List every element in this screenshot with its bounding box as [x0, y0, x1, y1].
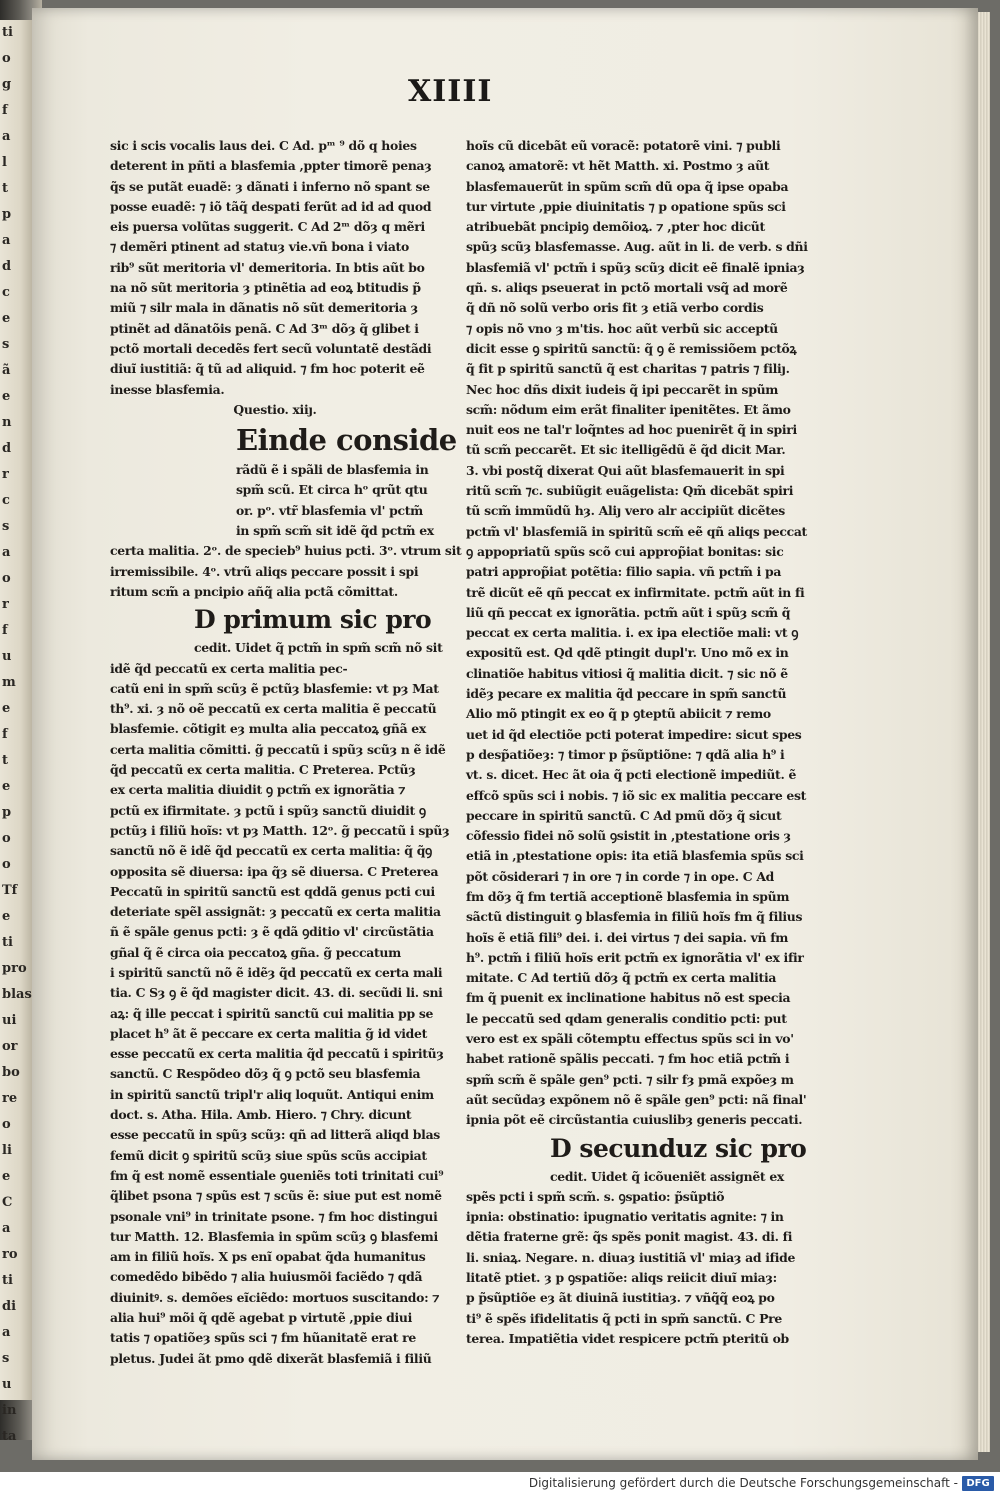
- text-line: ñ ẽ spãle genus pcti: ȝ ẽ qdã ꝯditio vl' circũstãtia: [110, 924, 434, 940]
- previous-page-fragment: li: [2, 1143, 12, 1158]
- folio-number: XIIII: [408, 74, 493, 109]
- previous-page-fragment: s: [2, 519, 10, 534]
- text-line: alia hui⁹ mõi q̃ qdẽ agebat p virtutẽ ,ppie diui: [110, 1310, 413, 1326]
- previous-page-fragment: ui: [2, 1013, 17, 1028]
- text-line: ti⁹ ẽ spẽs ifidelitatis q̃ pcti in spm̃ sanctũ. C Pre: [466, 1310, 782, 1326]
- previous-page-fragment: ti: [2, 25, 13, 40]
- text-line: pctõ mortali decedẽs fert secũ voluntatẽ destãdi: [110, 340, 432, 356]
- text-line: femũ dicit ꝯ spiritũ scũȝ siue spũs scũs accipiat: [110, 1147, 427, 1163]
- text-line: ipnia: obstinatio: ipugnatio veritatis agnite: ⁊ in: [466, 1209, 784, 1225]
- right-column-body: [466, 136, 808, 1131]
- text-line: clinatiõe habitus vitiosi q̃ malitia dicit. ⁊ sic nõ ẽ: [466, 665, 788, 681]
- right-column-continuation: [466, 1167, 798, 1350]
- text-line: pctm̃ vl' blasfemiã in spiritũ scm̃ eẽ qñ aliqs peccat: [466, 523, 807, 539]
- previous-page-fragment: ti: [2, 1273, 13, 1288]
- text-line: p desp̃atiõeȝ: ⁊ timor p p̃sũptiõne: ⁊ qdã alia h⁹ i: [466, 746, 785, 762]
- previous-page-fragment: pro: [2, 961, 27, 976]
- text-line: na nõ sũt meritoria ȝ ptinẽtia ad eoꝝ btitudis p̃: [110, 280, 421, 296]
- text-line: uet id q̃d electiõe pcti poterat impedire: sicut spes: [466, 726, 802, 742]
- previous-page-fragment: s: [2, 337, 10, 352]
- text-line: tia. C Sȝ ꝯ ẽ q̃d magister dicit. 43. di. secũdi li. sni: [110, 985, 443, 1001]
- text-line: cedit. Uidet q̃ icõueniẽt assignẽt ex: [550, 1168, 785, 1184]
- left-column-top-text: [110, 136, 440, 400]
- previous-page-fragment: f: [2, 103, 8, 118]
- text-line: vt. s. dicet. Hec ãt oia q̃ pcti electionẽ impediũt. ẽ: [466, 767, 797, 783]
- text-line: litatẽ ptiet. ȝ p ꝯspatiõe: aliqs reiicit diuĩ miaȝ:: [466, 1270, 777, 1286]
- text-line: doct. s. Atha. Hila. Amb. Hiero. ⁊ Chry. dicunt: [110, 1107, 412, 1123]
- text-line: placet h⁹ ãt ẽ peccare ex certa malitia g̃ id videt: [110, 1025, 428, 1041]
- previous-page-fragment: bo: [2, 1065, 20, 1080]
- text-line: peccare in spiritũ sanctũ. C Ad pmũ dõȝ q̃ sicut: [466, 807, 782, 823]
- previous-page-fragment: e: [2, 389, 11, 404]
- previous-page-fragment: u: [2, 649, 12, 664]
- text-line: blasfemauerũt in spũm scm̃ dũ opa q̃ ipse opaba: [466, 178, 789, 194]
- previous-page-fragment: a: [2, 545, 11, 560]
- text-line: tũ scm̃ peccarẽt. Et sic itelligẽdũ ẽ q̃d dicit Mar.: [466, 442, 786, 458]
- previous-page-fragment: f: [2, 727, 8, 742]
- previous-page-fragment: r: [2, 597, 9, 612]
- text-line: põt cõsiderari ⁊ in ore ⁊ in corde ⁊ in ope. C Ad: [466, 868, 774, 884]
- incunabulum-page: [32, 8, 978, 1460]
- text-line: dicit esse ꝯ spiritũ sanctũ: q̃ ꝯ ẽ remissiõem pctõꝝ: [466, 340, 797, 356]
- previous-page-fragment: ta: [2, 1429, 17, 1444]
- text-line: ptinẽt ad dãnatõis penã. C Ad 3ᵐ dõȝ q̃ glibet i: [110, 320, 419, 336]
- text-line: blasfemie. cõtigit eȝ multa alia peccatoꝝ gñã ex: [110, 721, 426, 737]
- text-line: Peccatũ in spiritũ sanctũ est qddã genus pcti cui: [110, 883, 435, 899]
- previous-page-fragment: blas: [2, 987, 32, 1002]
- text-line: diuĩ iustitiã: q̃ tũ ad aliquid. ⁊ fm hoc poterit eẽ: [110, 361, 425, 377]
- text-line: le peccatũ sed qdam generalis conditio pcti: put: [466, 1010, 787, 1026]
- previous-page-edge: [0, 20, 34, 1444]
- previous-page-fragment: o: [2, 857, 11, 872]
- text-line: tur Matth. 12. Blasfemia in spũm scũȝ ꝯ blasfemi: [110, 1228, 438, 1244]
- text-line: pletus. Judei ãt pmo qdẽ dixerãt blasfemiã i filiũ: [110, 1350, 432, 1366]
- text-line: terea. Impatiẽtia videt respicere pctm̃ pteritũ ob: [466, 1330, 789, 1346]
- previous-page-fragment: ã: [2, 363, 11, 378]
- funding-notice: Digitalisierung gefördert durch die Deutsche Forschungsgemeinschaft -: [528, 1476, 958, 1490]
- text-line: q̃d peccatũ ex certa malitia. C Preterea. Pctũȝ: [110, 762, 416, 778]
- previous-page-fragment: di: [2, 1299, 17, 1314]
- previous-page-fragment: a: [2, 233, 11, 248]
- previous-page-fragment: c: [2, 285, 10, 300]
- text-line: trẽ dicũt eẽ qñ peccat ex infirmitate. pctm̃ aũt in fi: [466, 584, 805, 600]
- previous-page-fragment: d: [2, 441, 12, 456]
- text-line: diuinitꝰ. s. demões eĩciẽdo: mortuos suscitando: ⁊: [110, 1289, 440, 1305]
- dfg-logo: DFG: [962, 1476, 994, 1491]
- text-line: idẽȝ pecare ex malitia q̃d peccare in spm̃ sanctũ: [466, 686, 787, 702]
- previous-page-fragment: Tf: [2, 883, 18, 898]
- text-line: tũ scm̃ immũdũ hȝ. Aliȷ vero alr accipiũt dicẽtes: [466, 503, 785, 519]
- text-line: q̃libet psona ⁊ spũs est ⁊ scũs ẽ: siue put est nomẽ: [110, 1188, 442, 1204]
- text-line: p p̃sũptiõe eȝ ãt diuinã iustitiaȝ. ⁊ vñq̃q̃ eoꝝ po: [466, 1290, 775, 1306]
- text-line: q̃s se putãt euadẽ: ȝ dãnati i inferno nõ spant se: [110, 178, 430, 194]
- previous-page-fragment: e: [2, 311, 11, 326]
- text-line: fm q̃ est nomẽ essentiale ꝯueniẽs toti trinitati cui⁹: [110, 1167, 444, 1183]
- previous-page-fragment: e: [2, 909, 11, 924]
- text-line: cedit. Uidet q̃ pctm̃ in spm̃ scm̃ nõ sit: [194, 640, 443, 656]
- text-line: li. sniaꝝ. Negare. n. diuaȝ iustitiã vl' miaȝ ad ifide: [466, 1249, 796, 1265]
- text-line: effcõ spũs sci i nobis. ⁊ iõ sic ex malitia peccare est: [466, 787, 807, 803]
- text-line: patri approp̃iat potẽtia: filio sapia. vñ pctm̃ i pa: [466, 564, 782, 580]
- previous-page-fragment: e: [2, 701, 11, 716]
- previous-page-fragment: u: [2, 1377, 12, 1392]
- text-line: expositũ est. Qd qdẽ ptingit dupl'r. Uno mõ ex in: [466, 645, 789, 661]
- text-line: ritũ scm̃ ⁊c. subiũgit euãgelista: Qm̃ dicebãt spiri: [466, 483, 794, 499]
- text-line: rib⁹ sũt meritoria vl' demeritoria. In btis aũt bo: [110, 259, 425, 275]
- question-label: Questio. xiiȷ.: [233, 401, 317, 417]
- text-line: Alio mõ ptingit ex eo q̃ p ꝯteptũ abiicit ⁊ remo: [466, 706, 771, 722]
- text-line: eis puersa volũtas suggerit. C Ad 2ᵐ dõȝ q mẽri: [110, 219, 425, 235]
- previous-page-fragment: e: [2, 779, 11, 794]
- text-line: esse peccatũ ex certa malitia q̃d peccatũ i spiritũȝ: [110, 1046, 444, 1062]
- text-line: peccat ex certa malitia. i. ex ipa electiõe mali: vt ꝯ: [466, 625, 799, 641]
- previous-page-fragment: g: [2, 77, 12, 92]
- previous-page-fragment: ro: [2, 1247, 18, 1262]
- text-line: pctũ ex ifirmitate. ȝ pctũ i spũȝ sanctũ diuidit ꝯ: [110, 802, 426, 818]
- text-line: catũ eni in spm̃ scũȝ ẽ pctũȝ blasfemie: vt pȝ Mat: [110, 680, 439, 696]
- previous-page-fragment: r: [2, 467, 9, 482]
- text-line: q̃ fit p spiritũ sanctũ q̃ est charitas ⁊ patris ⁊ filiȷ.: [466, 361, 790, 377]
- article-heading-secundum: D secunduz sic pro: [550, 1133, 807, 1163]
- previous-page-fragment: e: [2, 1169, 11, 1184]
- text-line: am in filiũ hoĩs. X ps enĩ opabat q̃da humanitus: [110, 1249, 426, 1265]
- text-line: hoĩs ẽ etiã fili⁹ dei. i. dei virtus ⁊ dei sapia. vñ fm: [466, 929, 789, 945]
- text-line: scm̃: nõdum eim erãt finaliter ipenitẽtes. Et ãmo: [466, 401, 791, 417]
- text-line: ipnia põt eẽ circũstantia cuiuslibȝ generis peccati.: [466, 1112, 803, 1128]
- text-line: h⁹. pctm̃ i filiũ hoĩs erit pctm̃ ex ignorãtia vl' ex ifir: [466, 949, 804, 965]
- text-line: canoꝝ amatorẽ: vt hẽt Matth. xi. Postmo ȝ aũt: [466, 158, 770, 174]
- text-line: certa malitia. 2ᵒ. de specieb⁹ huius pcti. 3ᵒ. vtrum sit: [110, 543, 462, 559]
- text-line: psonale vni⁹ in trinitate psone. ⁊ fm hoc distingui: [110, 1208, 438, 1224]
- previous-page-fragment: o: [2, 51, 11, 66]
- text-line: atribuebãt pncipiꝯ demõioꝝ. ⁊ ,pter hoc dicũt: [466, 219, 765, 235]
- text-line: liũ qñ peccat ex ignorãtia. pctm̃ aũt i spũȝ scm̃ q̃: [466, 604, 791, 620]
- text-line: gñal q̃ ẽ circa oia peccatoꝝ gña. g̃ peccatum: [110, 944, 401, 960]
- text-line: 3. vbi postq̃ dixerat Qui aũt blasfemauerit in spi: [466, 462, 785, 478]
- digitization-footer: [0, 1472, 1000, 1497]
- previous-page-fragment: a: [2, 1221, 11, 1236]
- previous-page-fragment: n: [2, 415, 12, 430]
- text-line: deterent in pñti a blasfemia ,ppter timorẽ penaȝ: [110, 158, 432, 174]
- previous-page-fragment: l: [2, 155, 7, 170]
- text-line: irremissibile. 4ᵒ. vtrũ aliqs peccare possit i spi: [110, 563, 419, 579]
- text-line: in spm̃ scm̃ sit idẽ q̃d pctm̃ ex: [236, 523, 434, 539]
- text-line: tatis ⁊ opatiõeȝ spũs sci ⁊ fm hũanitatẽ erat re: [110, 1330, 416, 1346]
- text-line: sanctũ. C Respõdeo dõȝ q̃ ꝯ pctõ seu blasfemia: [110, 1066, 421, 1082]
- previous-page-fragment: or: [2, 1039, 18, 1054]
- text-line: q̃ dñ nõ solũ verbo oris fit ȝ etiã verbo cordis: [466, 300, 764, 316]
- previous-page-fragment: o: [2, 571, 11, 586]
- text-line: inesse blasfemia.: [110, 381, 225, 397]
- section-heading-initial: Einde conside: [236, 423, 457, 458]
- left-column-body: [110, 638, 450, 1369]
- text-line: i spiritũ sanctũ nõ ẽ idẽȝ q̃d peccatũ ex certa mali: [110, 964, 443, 980]
- text-line: fm q̃ puenit ex inclinatione habitus nõ est specia: [466, 990, 791, 1006]
- previous-page-fragment: o: [2, 831, 11, 846]
- text-line: tur virtute ,ppie diuinitatis ⁊ p opatione spũs sci: [466, 198, 786, 214]
- text-line: deteriate spẽl assignãt: ȝ peccatũ ex certa malitia: [110, 904, 441, 920]
- previous-page-fragment: m: [2, 675, 16, 690]
- previous-page-fragment: in: [2, 1403, 17, 1418]
- text-line: in spiritũ sanctũ tripl'r aliq loquũt. Antiqui enim: [110, 1086, 434, 1102]
- text-line: aꝝ: q̃ ille peccat i spiritũ sanctũ cui malitia pp se: [110, 1005, 434, 1021]
- article-heading-primum: D primum sic pro: [194, 605, 432, 635]
- previous-page-fragment: f: [2, 623, 8, 638]
- text-line: habet rationẽ spãlis peccati. ⁊ fm hoc etiã pctm̃ i: [466, 1051, 790, 1067]
- text-line: idẽ q̃d peccatũ ex certa malitia pec-: [110, 660, 348, 676]
- text-line: spẽs pcti i spm̃ scm̃. s. ꝯspatio: p̃sũptiõ: [466, 1188, 725, 1204]
- text-line: spm̃ scũ. Et circa hᵒ qrũt qtu: [236, 482, 428, 498]
- previous-page-fragment: ti: [2, 935, 13, 950]
- previous-page-fragment: d: [2, 259, 12, 274]
- text-line: ꝯ appopriatũ spũs scõ cui approp̃iat bonitas: sic: [466, 543, 784, 559]
- text-line: ⁊ opis nõ vno ȝ m'tis. hoc aũt verbũ sic acceptũ: [466, 320, 778, 336]
- previous-page-fragment: re: [2, 1091, 18, 1106]
- previous-page-fragment: s: [2, 1351, 10, 1366]
- previous-page-fragment: c: [2, 493, 10, 508]
- text-line: esse peccatũ in spũȝ scũȝ: qñ ad litterã aliqd blas: [110, 1127, 440, 1143]
- left-column: [110, 136, 462, 1369]
- previous-page-fragment: C: [2, 1195, 13, 1210]
- text-line: sanctũ nõ ẽ idẽ q̃d peccatũ ex certa malitia: q̃ q̃ꝯ: [110, 843, 433, 859]
- text-line: fm dõȝ q̃ fm tertiã acceptionẽ blasfemia in spũm: [466, 888, 790, 904]
- text-line: certa malitia cõmitti. g̃ peccatũ i spũȝ scũȝ n ẽ idẽ: [110, 741, 446, 757]
- text-line: pctũȝ i filiũ hoĩs: vt pȝ Matth. 12ᵒ. g̃ peccatũ i spũȝ: [110, 822, 450, 838]
- text-line: th⁹. xi. ȝ nõ oẽ peccatũ ex certa malitia ẽ peccatũ: [110, 701, 437, 717]
- previous-page-fragment: t: [2, 181, 9, 196]
- text-line: ritum scm̃ a pncipio añq̃ alia pctã cõmittat.: [110, 583, 398, 599]
- text-line: spũȝ scũȝ blasfemasse. Aug. aũt in li. de verb. s dñi: [466, 239, 808, 255]
- text-line: ⁊ demẽri ptinent ad statuȝ vie.vñ bona i viato: [110, 239, 409, 255]
- text-line: posse euadẽ: ⁊ iõ tãq̃ despati ferũt ad id ad quod: [110, 198, 432, 214]
- text-line: qñ. s. aliqs pseuerat in pctõ mortali vsq̃ ad morẽ: [466, 280, 788, 296]
- text-line: blasfemiã vl' pctm̃ i spũȝ scũȝ dicit eẽ finalẽ ipniaȝ: [466, 259, 805, 275]
- text-line: miũ ⁊ silr mala in dãnatis nõ sũt demeritoria ȝ: [110, 300, 418, 316]
- text-line: hoĩs cũ dicebãt eũ voracẽ: potatorẽ vini. ⁊ publi: [466, 138, 781, 153]
- text-line: ex certa malitia diuidit ꝯ pctm̃ ex ignorãtia ⁊: [110, 782, 406, 798]
- left-column-question-intro: [110, 460, 462, 602]
- text-line: aũt secũdaȝ expõnem nõ ẽ spãle gen⁹ pcti: nã final': [466, 1091, 807, 1107]
- text-line: or. pᵒ. vtr̃ blasfemia vl' pctm̃: [236, 502, 423, 518]
- previous-page-fragment: o: [2, 1117, 11, 1132]
- text-line: opposita sẽ diuersa: ipa q̃ȝ sẽ diuersa. C Preterea: [110, 863, 439, 879]
- text-line: cõfessio fidei nõ solũ ꝯsistit in ,ptestatione oris ȝ: [466, 828, 791, 844]
- text-line: sic i scis vocalis laus dei. C Ad. pᵐ ⁹ dõ q hoies: [110, 138, 417, 153]
- right-column: [466, 136, 808, 1349]
- previous-page-fragment: t: [2, 753, 9, 768]
- previous-page-fragment: p: [2, 805, 12, 820]
- text-line: mitate. C Ad tertiũ dõȝ q̃ pctm̃ ex certa malitia: [466, 970, 777, 986]
- text-line: dẽtia fraterne grẽ: q̃s spẽs ponit magist. 43. di. fi: [466, 1229, 793, 1245]
- text-line: rãdũ ẽ i spãli de blasfemia in: [236, 462, 429, 478]
- text-line: comedẽdo bibẽdo ⁊ alia huiusmõi faciẽdo ⁊ qdã: [110, 1269, 423, 1285]
- text-line: Nec hoc dñs dixit iudeis q̃ ipi peccarẽt in spũm: [466, 381, 779, 397]
- previous-page-fragment: a: [2, 1325, 11, 1340]
- text-line: spm̃ scm̃ ẽ spãle gen⁹ pcti. ⁊ silr fȝ pmã expõeȝ m: [466, 1071, 794, 1087]
- text-line: nuit eos ne tal'r loq̃ntes ad hoc puenirẽt q̃ in spiri: [466, 422, 797, 438]
- text-line: etiã in ,ptestatione opis: ita etiã blasfemia spũs sci: [466, 848, 804, 864]
- previous-page-fragment: a: [2, 129, 11, 144]
- previous-page-fragment: p: [2, 207, 12, 222]
- text-line: sãctũ distinguit ꝯ blasfemia in filiũ hoĩs fm q̃ filius: [466, 909, 803, 925]
- text-line: vero est ex spãli cõtemptu effectus spũs sci in vo': [466, 1031, 794, 1047]
